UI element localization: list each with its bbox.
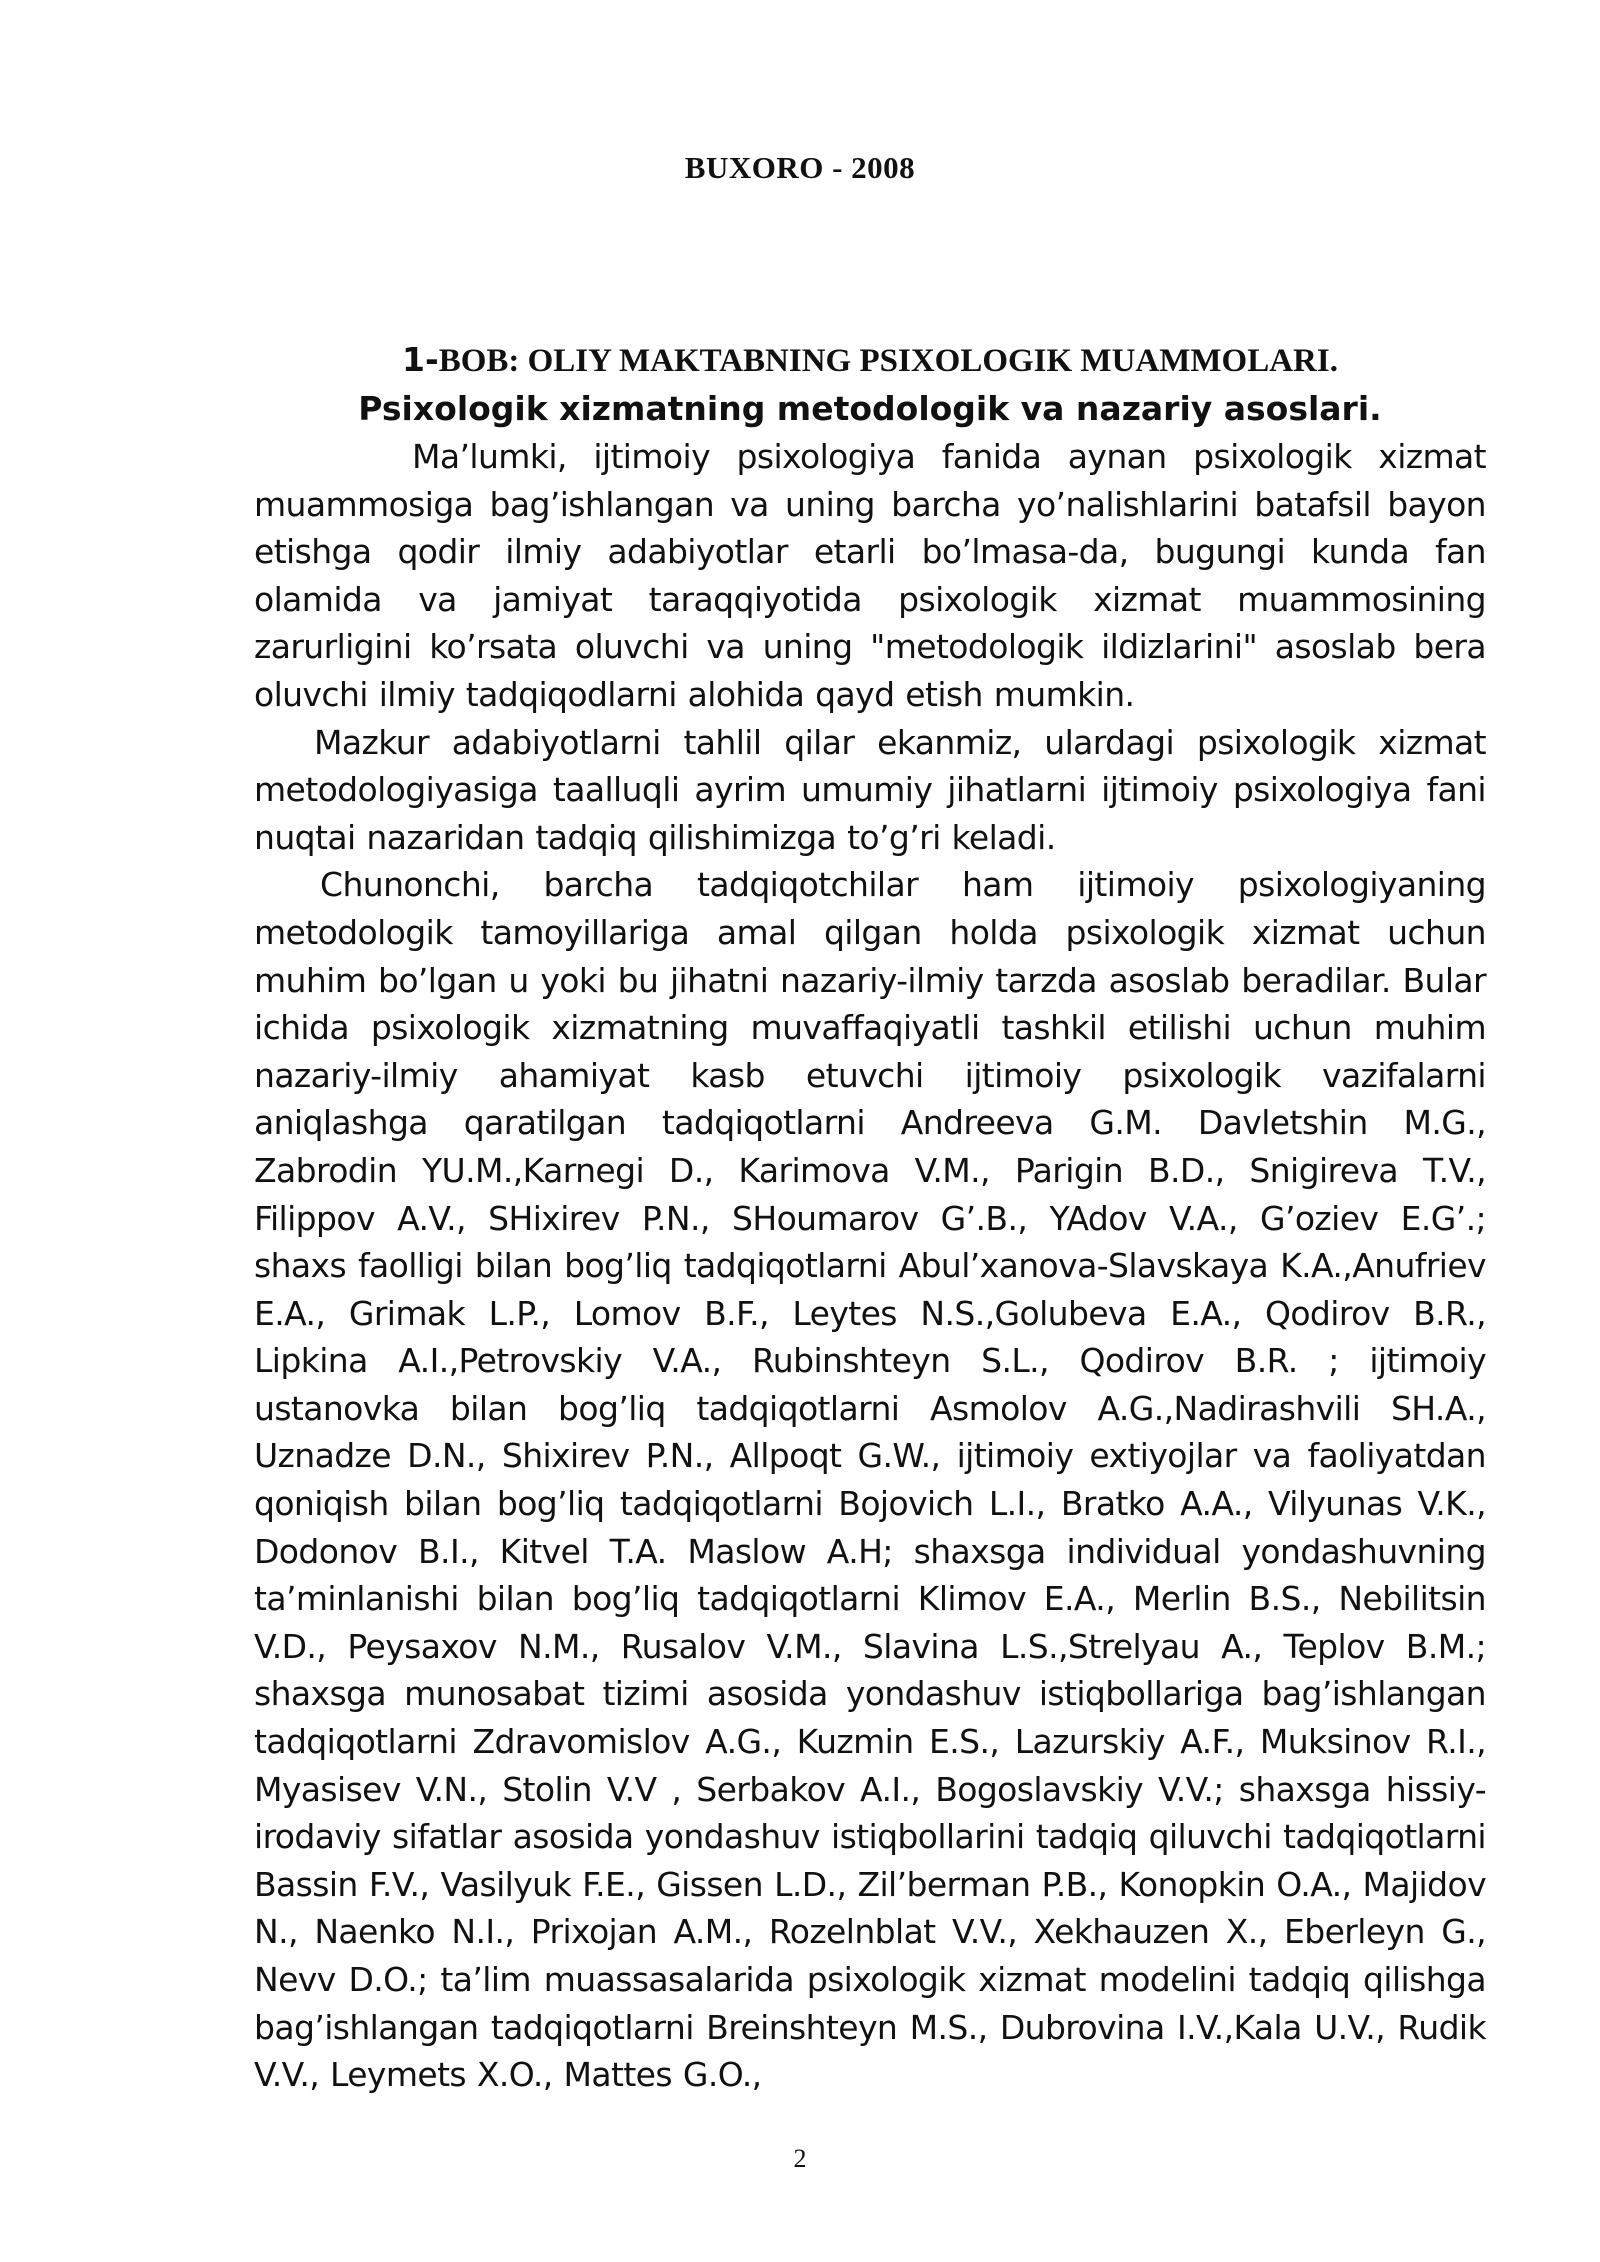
body-paragraph: Ma’lumki, ijtimoiy psixologiya fanida aynan psixologik xizmat muammosiga bag’ishlangan va uning barcha yo’nalishlarini batafsil bayon etishga qodir ilmiy adabiyotlar etarli bo’lmasa-da, bugungi kunda fan olamida va jamiyat taraqqiyotida psixologik xizmat muammosining zarurligini ko’rsata oluvchi va uning "metodologik ildizlarini" asoslab bera oluvchi ilmiy tadqiqodlarni alohida qayd etish mumkin. bbox=[254, 437, 1486, 714]
page-number: 2 bbox=[793, 2144, 807, 2173]
body-paragraph: Mazkur adabiyotlarni tahlil qilar ekanmiz, ulardagi psixologik xizmat metodologiyasiga taalluqli ayrim umumiy jihatlarni ijtimoiy psixologiya fani nuqtai nazaridan tadqiq qilishimizga to’g’ri keladi. bbox=[254, 722, 1486, 857]
section-title: Psixologik xizmatning metodologik va nazariy asoslari. bbox=[358, 389, 1382, 428]
page-content bbox=[254, 336, 1486, 2099]
city-year-header: BUXORO - 2008 bbox=[684, 150, 916, 185]
chapter-title-text: BOB: OLIY MAKTABNING PSIXOLOGIK MUAMMOLARI. bbox=[438, 343, 1338, 379]
body-paragraph: Chunonchi, barcha tadqiqotchilar ham ijtimoiy psixologiyaning metodologik tamoyillariga amal qilgan holda psixologik xizmat uchun muhim bo’lgan u yoki bu jihatni nazariy-ilmiy tarzda asoslab beradilar. Bular ichida psixologik xizmatning muvaffaqiyatli tashkil etilishi uchun muhim nazariy-ilmiy ahamiyat kasb etuvchi ijtimoiy psixologik vazifalarni aniqlashga qaratilgan tadqiqotlarni Andreeva G.M. Davletshin M.G., Zabrodin YU.M.,Karnegi D., Karimova V.M., Parigin B.D., Snigireva T.V., Filippov A.V., SHixirev P.N., SHoumarov G’.B., YAdov V.A., G’oziev E.G’.; shaxs faolligi bilan bog’liq tadqiqotlarni Abul’xanova-Slavskaya K.A.,Anufriev E.A., Grimak L.P., Lomov B.F., Leytes N.S.,Golubeva E.A., Qodirov B.R., Lipkina A.I.,Petrovskiy V.A., Rubinshteyn S.L., Qodirov B.R. ; ijtimoiy ustanovka bilan bog’liq tadqiqotlarni Asmolov A.G.,Nadirashvili SH.A., Uznadze D.N., Shixirev P.N., Allpoqt G.W., ijtimoiy extiyojlar va faoliyatdan qoniqish bilan bog’liq tadqiqotlarni Bojovich L.I., Bratko A.A., Vilyunas V.K., Dodonov B.I., Kitvel T.A. Maslow A.H; shaxsga individual yondashuvning ta’minlanishi bilan bog’liq tadqiqotlarni Klimov E.A., Merlin B.S., Nebilitsin V.D., Peysaxov N.M., Rusalov V.M., Slavina L.S.,Strelyau A., Teplov B.M.; shaxsga munosabat tizimi asosida yondashuv istiqbollariga bag’ishlangan tadqiqotlarni Zdravomislov A.G., Kuzmin E.S., Lazurskiy A.F., Muksinov R.I., Myasisev V.N., Stolin V.V , Serbakov A.I., Bogoslavskiy V.V.; shaxsga hissiy-irodaviy sifatlar asosida yondashuv istiqbollarini tadqiq qiluvchi tadqiqotlarni Bassin F.V., Vasilyuk F.E., Gissen L.D., Zil’berman P.B., Konopkin O.A., Majidov N., Naenko N.I., Prixojan A.M., Rozelnblat V.V., Xekhauzen X., Eberleyn G., Nevv D.O.; ta’lim muassasalarida psixologik xizmat modelini tadqiq qilishga bag’ishlangan tadqiqotlarni Breinshteyn M.S., Dubrovina I.V.,Kala U.V., Rudik V.V., Leymets X.O., Mattes G.O., bbox=[254, 865, 1486, 2095]
chapter-number: 1- bbox=[402, 340, 439, 379]
chapter-title bbox=[254, 336, 1486, 385]
